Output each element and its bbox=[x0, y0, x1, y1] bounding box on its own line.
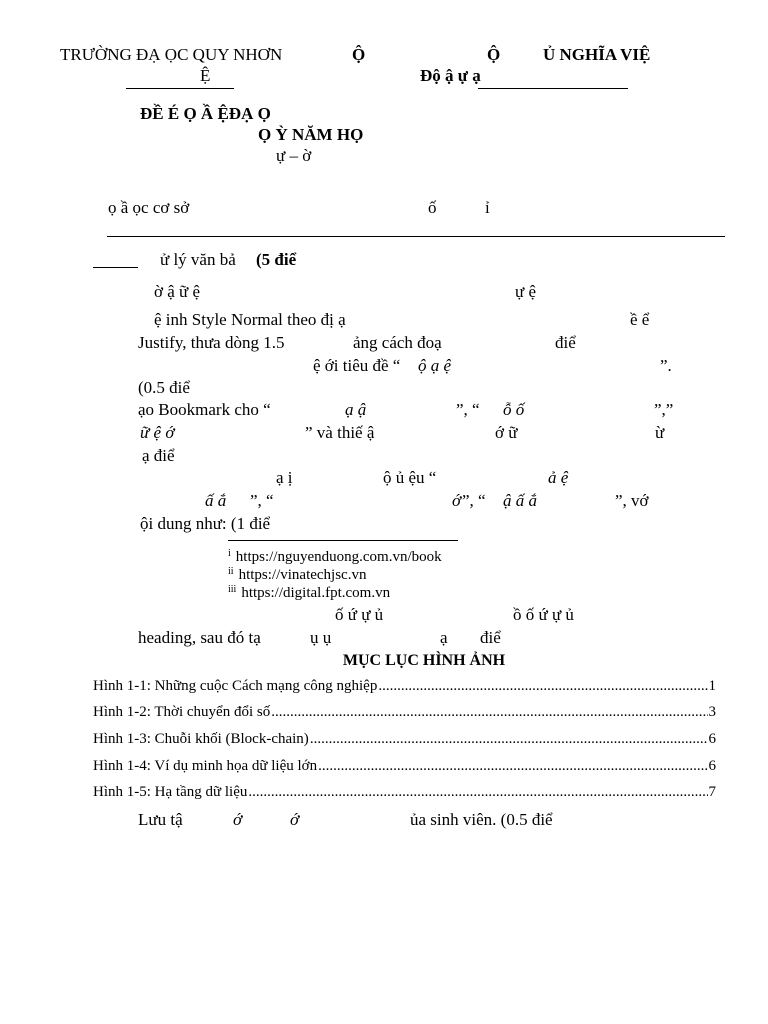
last-line-b: ớ bbox=[233, 810, 243, 829]
header-right-rule bbox=[478, 88, 628, 89]
body-line-7b: ” và thiế ậ bbox=[305, 423, 375, 442]
footnote-1-link[interactable]: https://nguyenduong.com.vn/book bbox=[235, 549, 442, 565]
motto-line-2: Độ ậ ự ạ bbox=[420, 66, 481, 85]
footnote-2-link[interactable]: https://vinatechjsc.vn bbox=[238, 567, 367, 583]
body-line-7c: ớ ữ bbox=[495, 423, 518, 442]
motto-part-3: Ủ NGHĨA VIỆ bbox=[543, 45, 651, 64]
body-line-5: (0.5 điể bbox=[138, 378, 190, 397]
footnote-separator bbox=[228, 540, 458, 541]
body-line-8: ạ điể bbox=[142, 446, 175, 465]
toc-row-page: 6 bbox=[708, 758, 716, 774]
body-line-10b: ”, “ bbox=[250, 491, 274, 510]
footnote-3: $^{iii}$ https://digital.fpt.com.vn bbox=[228, 584, 391, 601]
toc-row-leader bbox=[318, 758, 707, 775]
toc-row-label: Hình 1-5: Hạ tầng dữ liệu bbox=[93, 784, 248, 800]
body-line-9b: ộ ủ ệu “ bbox=[383, 468, 437, 487]
body-line-4b: ộ ạ ệ bbox=[418, 356, 452, 375]
toc-row-page: 7 bbox=[708, 784, 716, 800]
toc-row-page: 1 bbox=[708, 678, 716, 694]
body-line-7a: ữ ệ ớ bbox=[140, 423, 175, 442]
body-line-1a: ờ ậ ữ ệ bbox=[154, 282, 201, 301]
motto-part-2: Ộ bbox=[487, 45, 501, 64]
toc-row[interactable] bbox=[93, 784, 716, 804]
footnote-3-link[interactable]: https://digital.fpt.com.vn bbox=[241, 585, 391, 601]
section-points: (5 điể bbox=[256, 250, 297, 269]
toc-row-label: Hình 1-4: Ví dụ minh họa dữ liệu lớn bbox=[93, 758, 318, 774]
body-line-1b: ự ệ bbox=[515, 282, 537, 301]
toc-row-leader bbox=[378, 678, 707, 695]
body-line-11: ội dung như: (1 điể bbox=[140, 514, 271, 533]
course-name: ọ ầ ọc cơ sở bbox=[108, 198, 190, 217]
body-line-6c: ”, “ bbox=[456, 400, 480, 419]
toc-row[interactable] bbox=[93, 704, 716, 724]
after-fn-line-2c: ạ bbox=[440, 628, 448, 647]
body-line-6b: ạ ậ bbox=[345, 400, 367, 419]
body-line-10e: ậ ấ ắ bbox=[503, 491, 537, 510]
last-line-c: ớ bbox=[290, 810, 300, 829]
body-line-6d: ỗ ố bbox=[503, 400, 525, 419]
body-line-9c: ả ệ bbox=[548, 468, 569, 487]
body-line-6a: ạo Bookmark cho “ bbox=[138, 400, 271, 419]
course-credits: ố bbox=[428, 198, 437, 217]
body-line-2a: ệ inh Style Normal theo đị ạ bbox=[154, 310, 346, 329]
body-line-3a: Justify, thưa dòng 1.5 bbox=[138, 333, 285, 352]
section-underline bbox=[93, 267, 138, 268]
toc-row-leader bbox=[271, 704, 707, 721]
toc-row[interactable] bbox=[93, 731, 716, 751]
after-fn-line-1a: ố ứ ự ủ bbox=[335, 605, 384, 624]
section-title: ử lý văn bả bbox=[160, 250, 236, 269]
exam-title-line-2: Ọ Ỳ NĂM HỌ bbox=[258, 125, 364, 144]
toc-row[interactable] bbox=[93, 758, 716, 778]
body-line-10c: ớ bbox=[452, 491, 462, 510]
toc-row-page: 6 bbox=[708, 731, 716, 747]
body-line-10d: ”, “ bbox=[462, 491, 486, 510]
body-line-9a: ạ ị bbox=[276, 468, 293, 487]
toc-row-page: 3 bbox=[708, 704, 716, 720]
body-line-4a: ệ ới tiêu đề “ bbox=[313, 356, 401, 375]
school-sub: Ệ bbox=[200, 66, 211, 85]
toc-row[interactable] bbox=[93, 678, 716, 698]
after-fn-line-2b: ụ ụ bbox=[310, 628, 332, 647]
course-rule bbox=[107, 236, 725, 237]
toc-row-label: Hình 1-2: Thời chuyển đổi số bbox=[93, 704, 271, 720]
body-line-10a: ấ ắ bbox=[205, 491, 227, 510]
motto-part-1: Ộ bbox=[352, 45, 366, 64]
body-line-2b: ề ể bbox=[630, 310, 650, 329]
toc-title: MỤC LỤC HÌNH ẢNH bbox=[342, 652, 506, 669]
last-line-a: Lưu tậ bbox=[138, 810, 183, 829]
last-line-d: ủa sinh viên. (0.5 điể bbox=[410, 810, 553, 829]
body-line-7d: ừ bbox=[655, 423, 665, 442]
course-extra: ỉ bbox=[485, 198, 490, 217]
header-left-rule bbox=[126, 88, 234, 89]
exam-time: ự – ờ bbox=[276, 146, 312, 165]
body-line-6e: ”,” bbox=[654, 400, 674, 419]
after-fn-line-2d: điể bbox=[480, 628, 501, 647]
body-line-10f: ”, vớ bbox=[615, 491, 649, 510]
toc-row-leader bbox=[248, 784, 707, 801]
body-line-3c: điể bbox=[555, 333, 576, 352]
footnote-2: $^{ii}$ https://vinatechjsc.vn bbox=[228, 566, 367, 583]
body-line-3b: ảng cách đoạ bbox=[353, 333, 442, 352]
after-fn-line-1b: ồ ố ứ ự ủ bbox=[513, 605, 574, 624]
toc-row-label: Hình 1-3: Chuỗi khối (Block-chain) bbox=[93, 731, 309, 747]
toc-row-label: Hình 1-1: Những cuộc Cách mạng công nghiệp bbox=[93, 678, 378, 694]
toc-row-leader bbox=[310, 731, 708, 748]
exam-title-line-1: ĐỀ É Ọ Ầ ỆĐẠ Ọ bbox=[140, 104, 271, 123]
body-line-4c: ”. bbox=[660, 356, 672, 375]
after-fn-line-2a: heading, sau đó tạ bbox=[138, 628, 261, 647]
school-name: TRƯỜNG ĐẠ ỌC QUY NHƠN bbox=[60, 45, 283, 64]
footnote-1: $^i$ https://nguyenduong.com.vn/book bbox=[228, 548, 442, 565]
